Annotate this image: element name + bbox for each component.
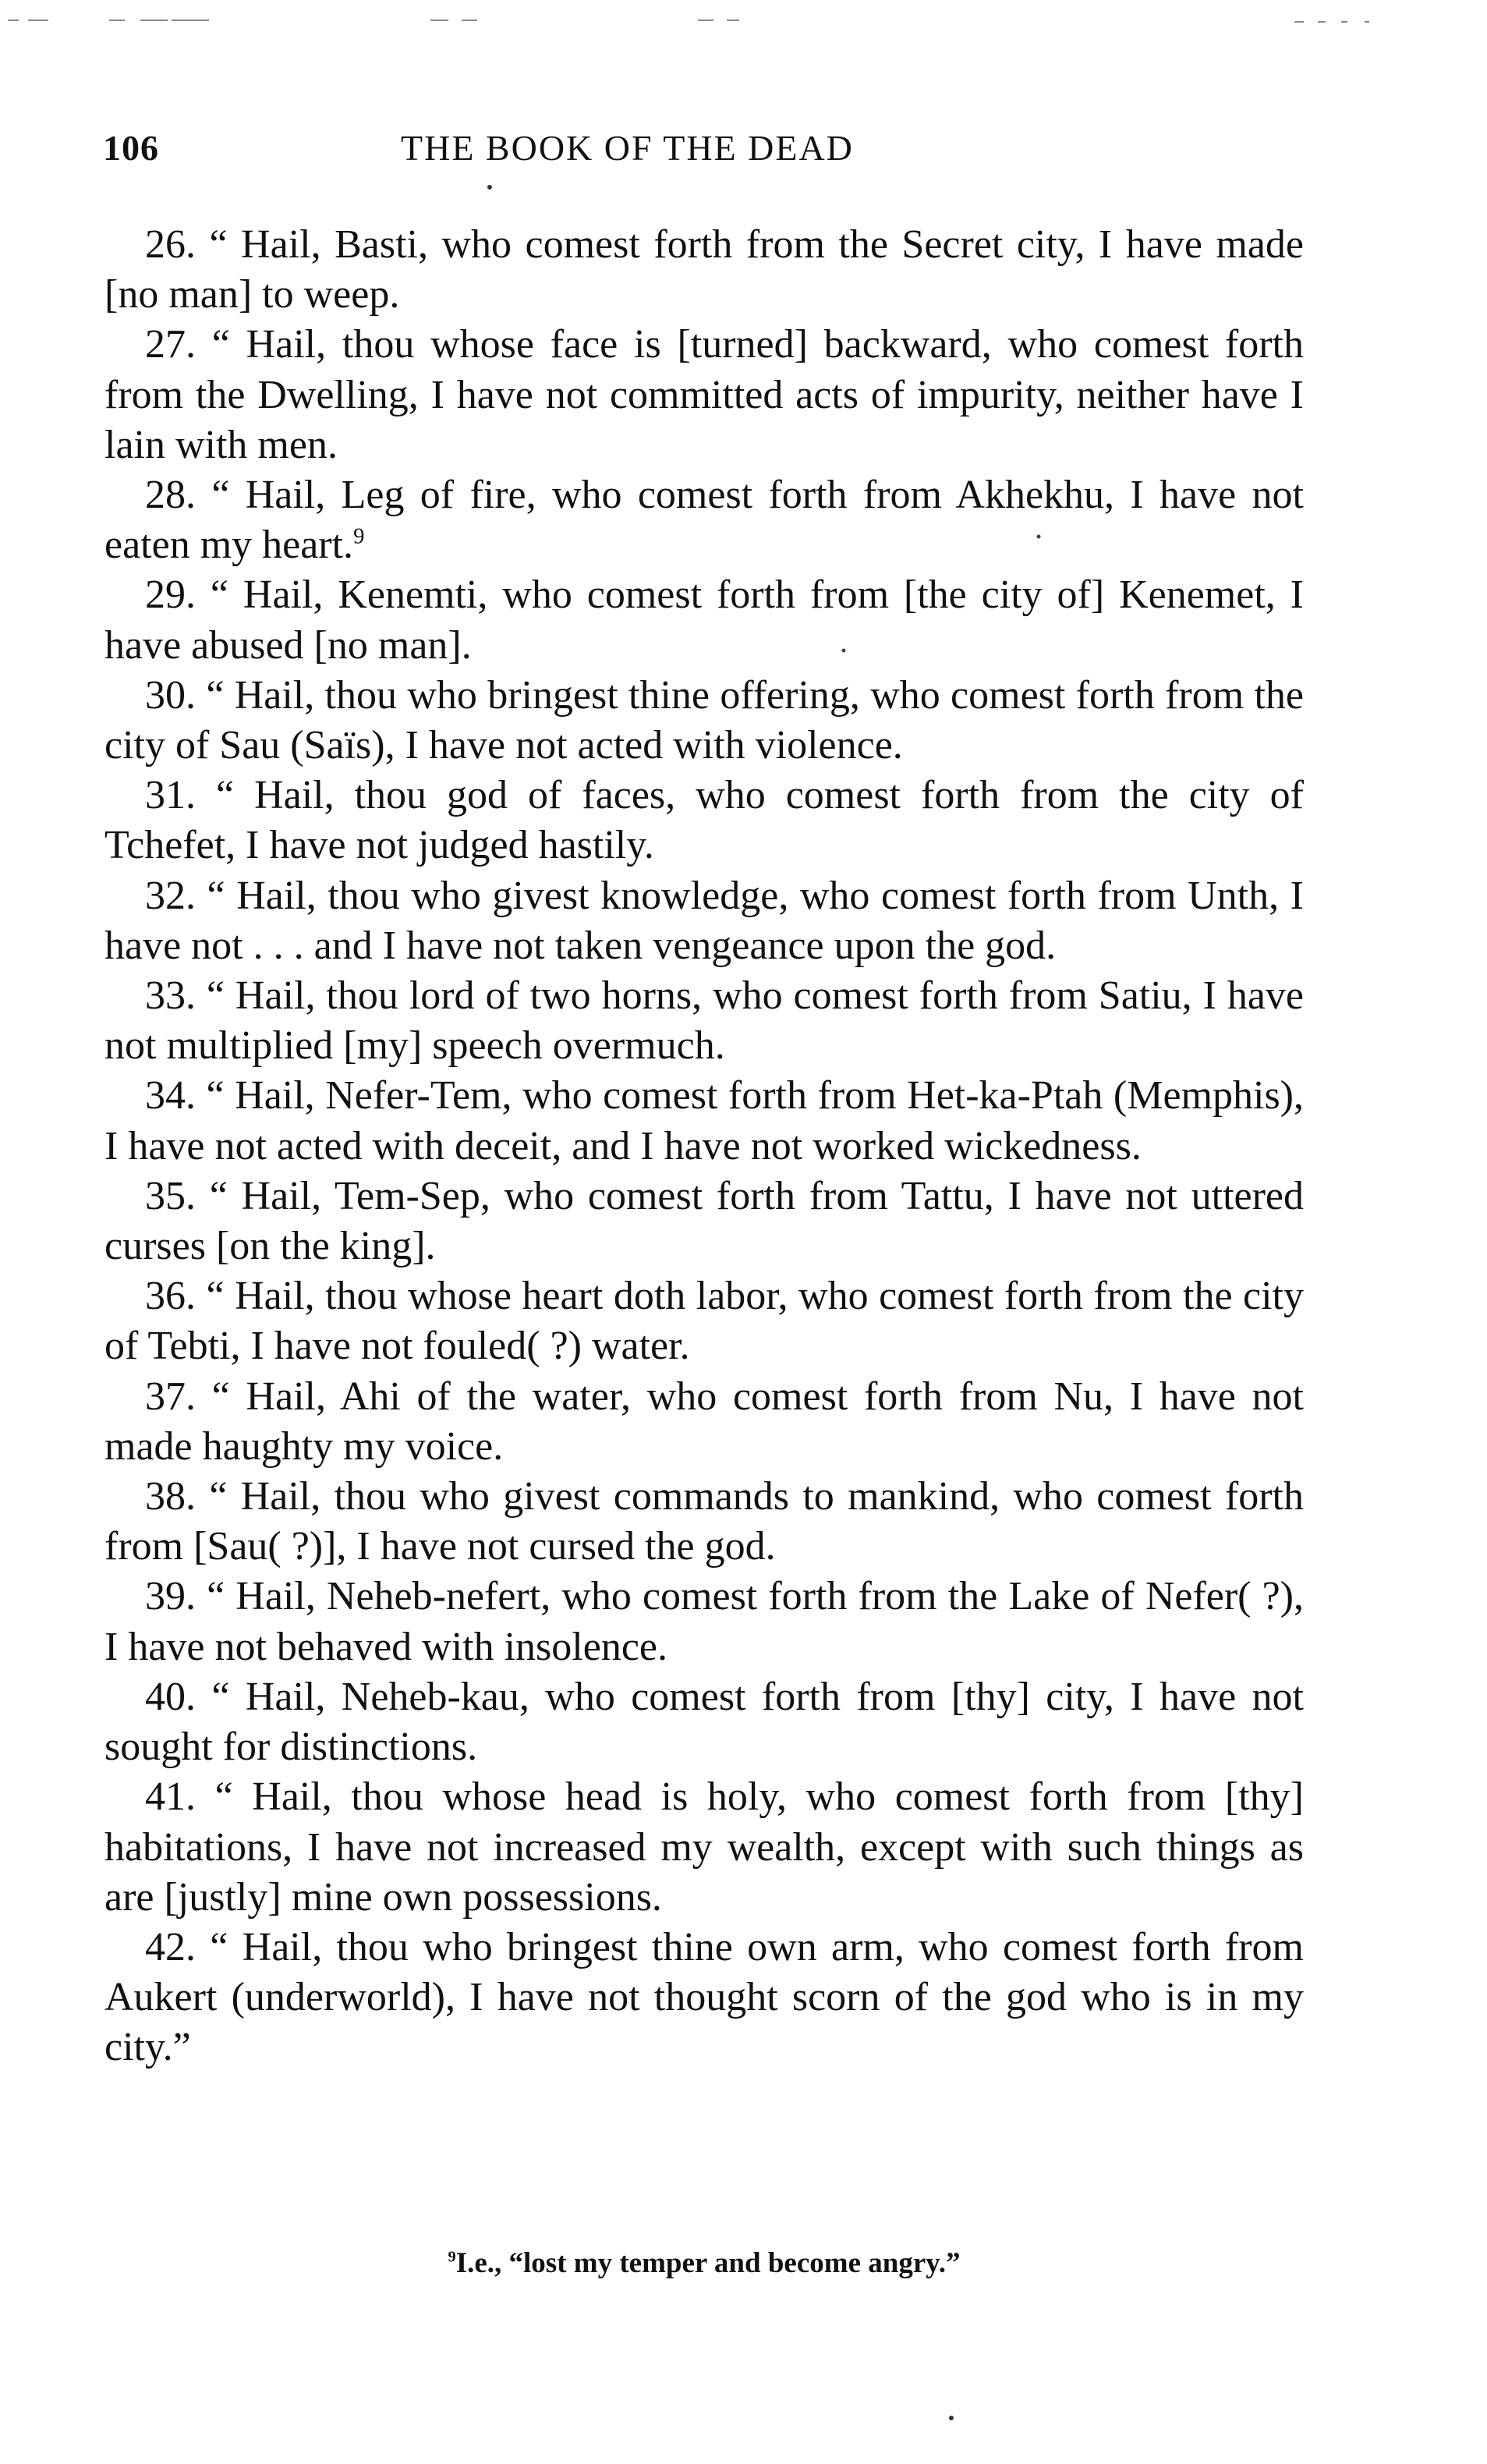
page-number: 106 [103,128,159,168]
paragraph: 30. “ Hail, thou who bringest thine offering, who comest forth from the city of Sau (Saïs), I have not acted with violence. [104,672,1304,768]
paragraph: 31. “ Hail, thou god of faces, who comest forth from the city of Tchefet, I have not judged hastily. [104,773,1304,868]
paragraph: 29. “ Hail, Kenemti, who comest forth from [the city of] Kenemet, I have abused [no man]. [104,573,1304,668]
paragraph-text: 28. “ Hail, Leg of fire, who comest forth from Akhekhu, I have not eaten my heart. [104,473,1304,568]
page-header [103,127,1304,182]
footnote-reference: 9 [353,524,365,549]
paragraph: 33. “ Hail, thou lord of two horns, who comest forth from Satiu, I have not multiplied [my] speech overmuch. [104,973,1304,1069]
paragraph: 36. “ Hail, thou whose heart doth labor, who comest forth from the city of Tebti, I have not fouled( ?) water. [104,1274,1304,1369]
paragraph: 41. “ Hail, thou whose head is holy, who comest forth from [thy] habitations, I have not increased my wealth, except with such things as are [justly] mine own possessions. [104,1774,1304,1920]
footnote-marker: 9 [448,2248,456,2266]
paragraph: 38. “ Hail, thou who givest commands to mankind, who comest forth from [Sau( ?)], I have not cursed the god. [104,1474,1304,1569]
paragraph: 39. “ Hail, Neheb-nefert, who comest forth from the Lake of Nefer( ?), I have not behaved with insolence. [104,1574,1304,1669]
paragraph-with-footnote [104,470,1304,570]
body-text [104,220,1304,2073]
paragraph: 34. “ Hail, Nefer-Tem, who comest forth from Het-ka-Ptah (Memphis), I have not acted with deceit, and I have not worked wickedness. [104,1073,1304,1168]
paragraph: 42. “ Hail, thou who bringest thine own arm, who comest forth from Aukert (underworld), I have not thought scorn of the god who is in my city.” [104,1924,1304,2070]
footnote-text: I.e., “lost my temper and become angry.” [455,2247,961,2279]
paragraph: 27. “ Hail, thou whose face is [turned] backward, who comest forth from the Dwelling, I have not committed acts of impurity, neither have I lain with men. [104,322,1304,467]
running-head: THE BOOK OF THE DEAD [401,128,854,168]
paragraph: 35. “ Hail, Tem-Sep, who comest forth from Tattu, I have not uttered curses [on the king]. [104,1173,1304,1269]
paragraph: 26. “ Hail, Basti, who comest forth from the Secret city, I have made [no man] to weep. [104,222,1304,317]
paragraph: 40. “ Hail, Neheb-kau, who comest forth from [thy] city, I have not sought for distinctions. [104,1674,1304,1770]
paragraph: 37. “ Hail, Ahi of the water, who comest forth from Nu, I have not made haughty my voice. [104,1374,1304,1469]
scan-edge-marks [0,11,1487,27]
paragraph: 32. “ Hail, thou who givest knowledge, who comest forth from Unth, I have not . . . and I have not taken vengeance upon the god. [104,873,1304,968]
footnote [104,2246,1304,2280]
